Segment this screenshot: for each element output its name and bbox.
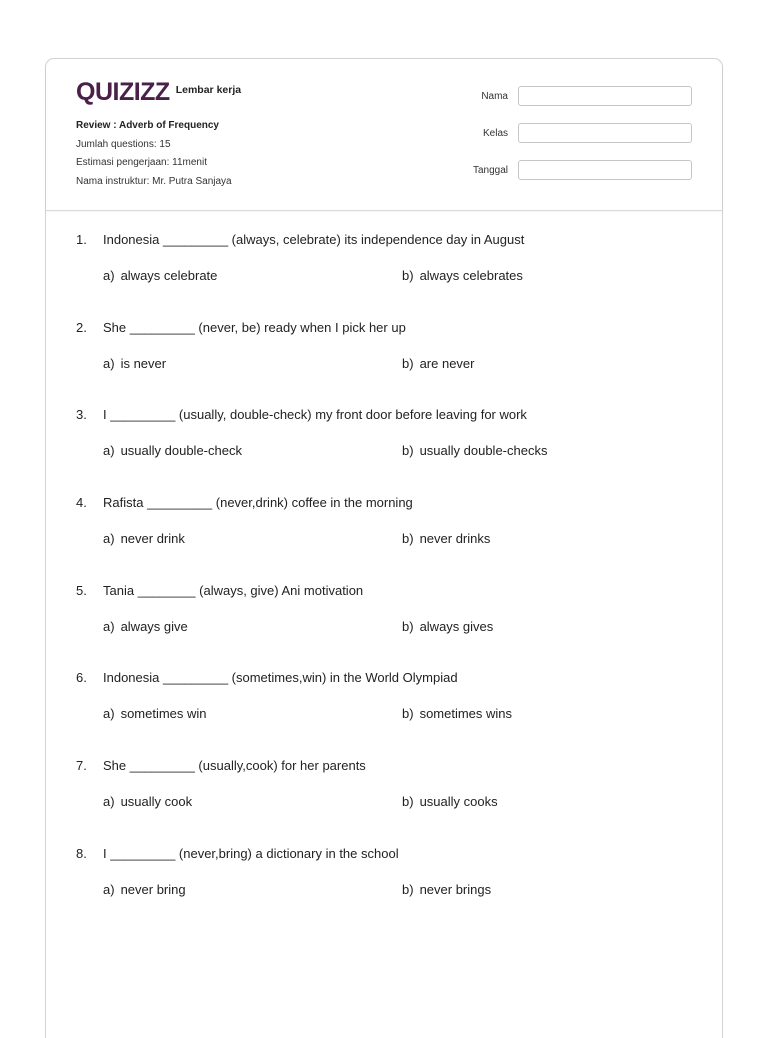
question-text: Indonesia _________ (sometimes,win) in the World Olympiad [103, 670, 458, 686]
question-number: 3. [76, 407, 87, 423]
question-number: 7. [76, 758, 87, 774]
question-text: She _________ (usually,cook) for her parents [103, 758, 366, 774]
instructor-name: Nama instruktur: Mr. Putra Sanjaya [76, 175, 232, 187]
option-a[interactable]: a) never bring [103, 881, 186, 897]
question-count: Jumlah questions: 15 [76, 138, 171, 150]
worksheet [45, 58, 723, 1038]
worksheet-type: Lembar kerja [175, 84, 242, 96]
question-number: 1. [76, 232, 87, 247]
question-text: Rafista _________ (never,drink) coffee in the morning [103, 495, 413, 511]
kelas-input[interactable] [518, 123, 692, 143]
brand [76, 79, 241, 105]
question-number: 2. [76, 319, 87, 335]
question-text: Indonesia _________ (always, celebrate) its independence day in August [103, 232, 525, 247]
question-item [76, 406, 696, 494]
field-label: Kelas [482, 127, 508, 139]
option-a[interactable]: a) usually cook [103, 794, 193, 810]
field-kelas [473, 122, 692, 144]
question-text: Tania ________ (always, give) Ani motivation [103, 582, 364, 598]
question-item [76, 494, 696, 582]
question-number: 8. [76, 845, 87, 861]
tanggal-input[interactable] [518, 160, 692, 180]
field-label: Tanggal [472, 164, 508, 176]
question-number: 6. [76, 670, 87, 686]
question-item [76, 845, 696, 933]
option-b[interactable]: b) are never [402, 355, 475, 371]
student-fields [473, 85, 692, 196]
question-text: I _________ (never,bring) a dictionary in the school [103, 845, 399, 861]
question-text: She _________ (never, be) ready when I pick her up [103, 319, 406, 335]
option-a[interactable]: a) always celebrate [103, 268, 218, 283]
worksheet-header [46, 59, 722, 211]
field-nama [473, 85, 692, 107]
question-list [76, 231, 696, 933]
quizizz-logo: QUIZIZZ [76, 78, 170, 106]
field-label: Nama [481, 90, 508, 102]
option-b[interactable]: b) always celebrates [402, 268, 523, 283]
option-b[interactable]: b) never brings [402, 881, 492, 897]
question-item [76, 582, 696, 670]
option-b[interactable]: b) sometimes wins [402, 706, 513, 722]
nama-input[interactable] [518, 86, 692, 106]
worksheet-meta [76, 117, 232, 191]
option-a[interactable]: a) always give [103, 618, 188, 634]
option-b[interactable]: b) never drinks [402, 531, 491, 547]
time-estimate: Estimasi pengerjaan: 11menit [76, 157, 207, 168]
option-b[interactable]: b) usually cooks [402, 794, 498, 810]
question-item [76, 231, 696, 319]
question-number: 4. [76, 495, 87, 511]
option-a[interactable]: a) usually double-check [103, 443, 242, 459]
question-item [76, 757, 696, 845]
option-b[interactable]: b) always gives [402, 618, 494, 634]
worksheet-title: Review : Adverb of Frequency [76, 120, 219, 131]
question-number: 5. [76, 582, 87, 598]
option-b[interactable]: b) usually double-checks [402, 443, 548, 459]
field-tanggal [473, 159, 692, 181]
question-item [76, 669, 696, 757]
question-item [76, 319, 696, 407]
option-a[interactable]: a) never drink [103, 531, 185, 547]
option-a[interactable]: a) is never [103, 355, 167, 371]
option-a[interactable]: a) sometimes win [103, 706, 207, 722]
question-text: I _________ (usually, double-check) my front door before leaving for work [103, 407, 527, 423]
